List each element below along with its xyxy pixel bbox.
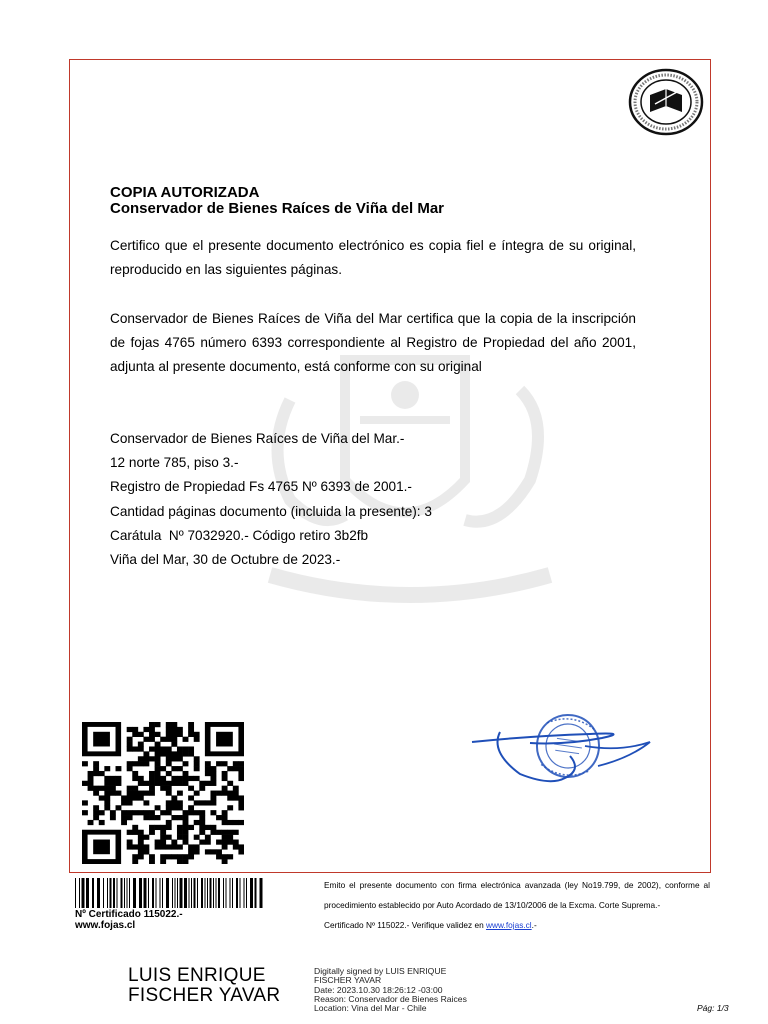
document-title: COPIA AUTORIZADA: [110, 184, 260, 201]
certification-paragraph: Certifico que el presente documento electrónico es copia fiel e íntegra de su original, reproducido en las siguientes páginas.: [110, 238, 636, 277]
barcode: [75, 878, 265, 908]
document-heading: [110, 185, 444, 217]
digital-signer: FISCHER YAVAR: [314, 975, 382, 986]
signer-name: [128, 966, 280, 1006]
verification-line: [324, 915, 710, 935]
page-number: Pág: 1/3: [697, 1003, 729, 1013]
document-subtitle: Conservador de Bienes Raíces de Viña del Mar: [110, 200, 445, 217]
verification-suffix: .-: [531, 920, 537, 930]
digital-date: Date: 2023.10.30 18:26:12 -03:00: [314, 984, 443, 995]
info-caratula: Carátula Nº 7032920.- Código retiro 3b2fb: [110, 527, 369, 543]
digital-signed-by: Digitally signed by LUIS ENRIQUE: [314, 966, 447, 976]
certificate-number: Nº Certificado 115022.-: [75, 909, 183, 920]
qr-code[interactable]: [82, 722, 244, 864]
digital-reason: Reason: Conservador de Bienes Raices: [314, 993, 467, 1004]
digital-signature-info: [314, 967, 467, 1013]
certificate-info: [75, 909, 183, 931]
conservador-seal-logo: [628, 68, 704, 136]
legal-text: Emito el presente documento con firma electrónica avanzada (ley No19.799, de 2002), conforme al procedimiento establecido por Auto Acordado de 13/10/2006 de la Excma. Corte Suprema.-: [324, 880, 710, 910]
info-page-count: Cantidad páginas documento (incluida la presente): 3: [110, 503, 432, 519]
digital-location: Location: Vina del Mar - Chile: [314, 1003, 427, 1014]
verification-link[interactable]: www.fojas.cl: [486, 920, 532, 930]
conformity-paragraph: Conservador de Bienes Raíces de Viña del Mar certifica que la copia de la inscripción de fojas 4765 número 6393 correspondiente al Registro de Propiedad del año 2001, adjunta al presente documento, está conforme con su original: [110, 311, 636, 374]
signer-name-line-2: FISCHER YAVAR: [128, 985, 281, 1006]
handwritten-signature-with-stamp: [470, 712, 670, 792]
signer-name-line-1: LUIS ENRIQUE: [128, 965, 266, 986]
info-block: [110, 427, 432, 572]
verification-text: Certificado Nº 115022.- Verifique validez en: [324, 920, 486, 930]
info-registry: Registro de Propiedad Fs 4765 Nº 6393 de 2001.-: [110, 479, 412, 495]
legal-notice: [324, 875, 710, 935]
certificate-website: www.fojas.cl: [75, 920, 136, 931]
info-office: Conservador de Bienes Raíces de Viña del Mar.-: [110, 431, 405, 446]
info-address: 12 norte 785, piso 3.-: [110, 455, 239, 471]
info-date: Viña del Mar, 30 de Octubre de 2023.-: [110, 551, 341, 567]
